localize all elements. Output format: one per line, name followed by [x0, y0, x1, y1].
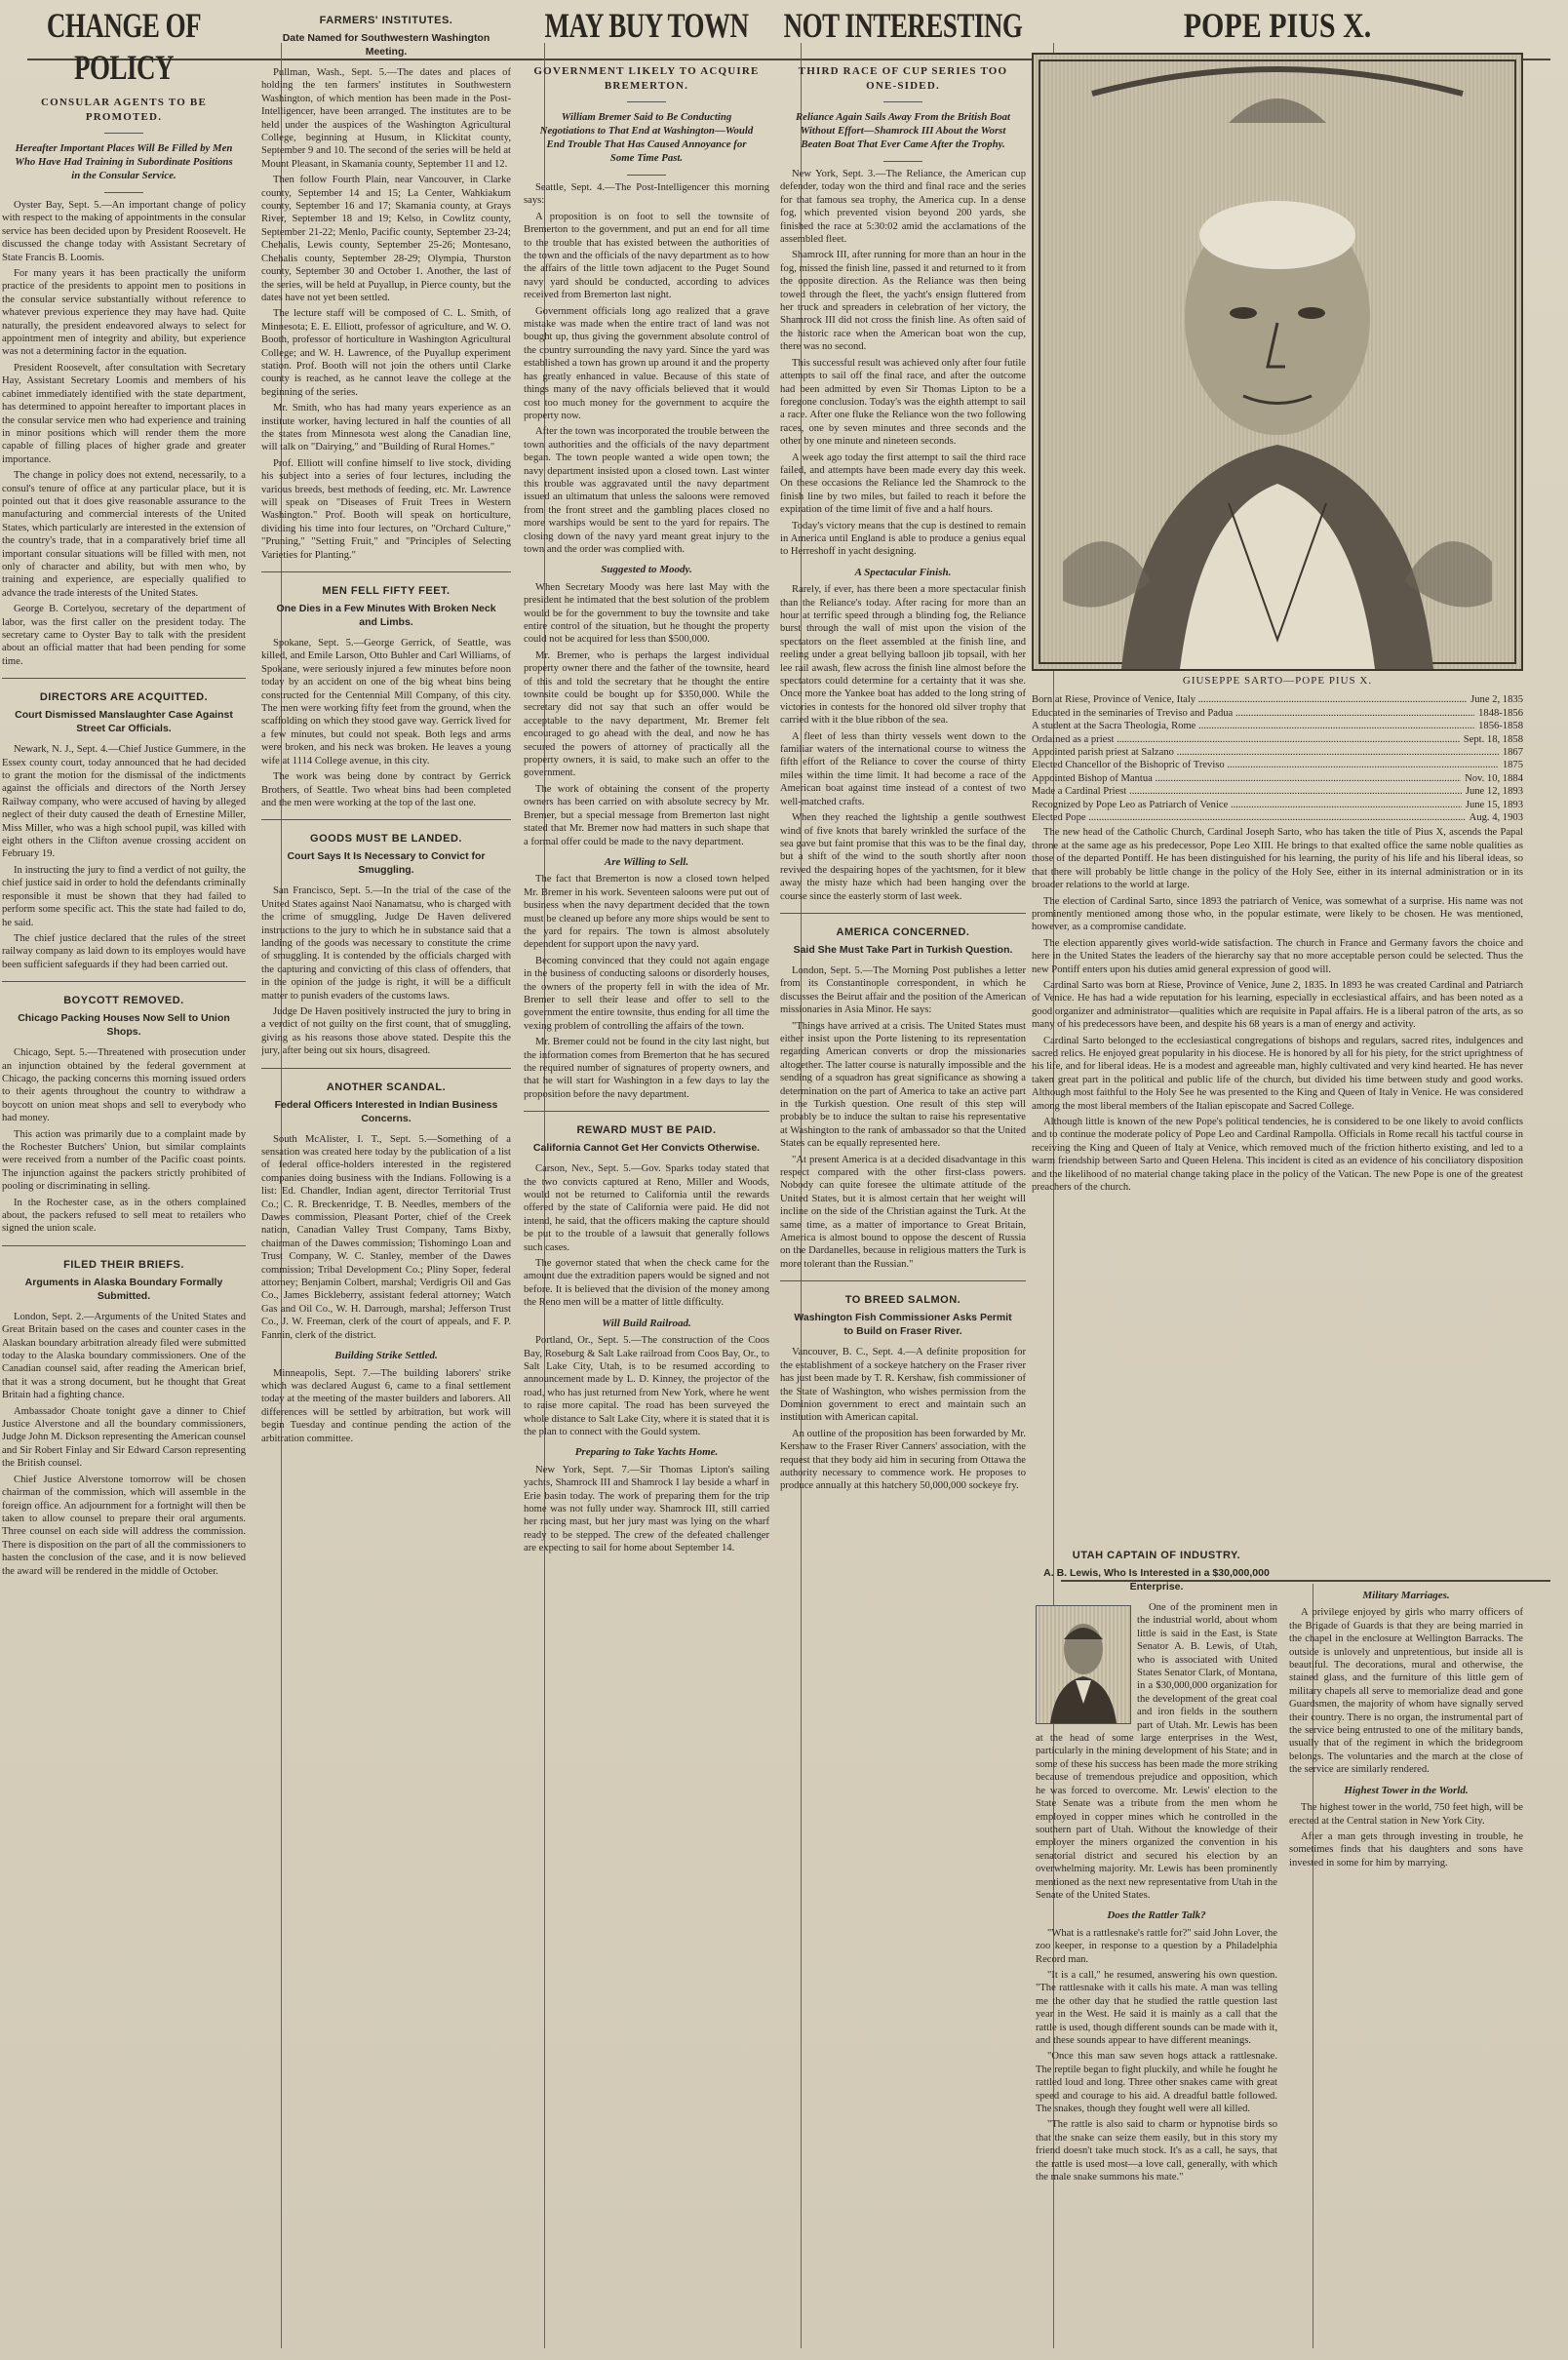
paragraph: Chief Justice Alverstone tomorrow will be chosen chairman of the commission, which will assemble in the foreign office. An adjournment for a fortnight will then be taken to allow counsel to prepare their oral arguments. Three counsel on each side will address the commission. There is disposition on the part of all the commissioners to hasten the conclusion of the case, and it is now believed the award will be rendered in the middle of October.: [2, 1474, 246, 1577]
column-3: [524, 0, 769, 2360]
section-subtitle: Building Strike Settled.: [334, 1350, 438, 1362]
section-subtitle: California Cannot Get Her Convicts Otherwise.: [532, 1142, 761, 1155]
paragraph: Spokane, Sept. 5.—George Gerrick, of Seattle, was killed, and Emile Larson, Otto Buhler and Carl Williams, of Spokane, were seriously injured a few minutes before noon today by an accident on one of the big wheat bins being constructed for the Centennial Mill Company, of this city. The men were working fifty feet from the ground, when the scaffolding on which they stood gave way. Gerrick lived for a few minutes, but could not speak. Both legs and arms were broken, and his neck was broken. He leaves a young wife at 1114 College avenue, in this city.: [261, 638, 511, 767]
section-title: REWARD MUST BE PAID.: [576, 1124, 717, 1137]
paragraph: Prof. Elliott will confine himself to live stock, dividing his subject into a series of four lectures, including the various breeds, best methods of feeding, etc. Mr. Lawrence will speak on "Diseases of Fruit Trees in Western Washington." Prof. Booth will speak on horticulture, dividing his time into four lectures, on "Orchard Culture," "Pruning," "Setting Fruit," and "Principles of Selecting Varieties for Planting.": [261, 457, 511, 561]
article-body: [261, 637, 511, 809]
paragraph: New York, Sept. 7.—Sir Thomas Lipton's sailing yachts, Shamrock III and Shamrock I lay beside a wharf in Erie basin today. The work of preparing them for the trip home was not fully under way. Shamrock III, still carried her racing mast, but her jury mast was lying on the wharf ready to be stepped. The crew of the defeated challenger are expecting to sail for home about September 14.: [524, 1464, 769, 1554]
paragraph: Portland, Or., Sept. 5.—The construction of the Coos Bay, Roseburg & Salt Lake railroad from Coos Bay, Or., to Salt Lake City, Utah, is to be resumed according to announcement made by L. D. Kinney, the projector of the road, who has just returned from New York, where he went to raise more capital. The road has been surveyed the whole distance to Salt Lake City, where it is stated that it is the plan to connect with the Gould system.: [524, 1335, 769, 1437]
paragraph: This action was primarily due to a complaint made by the Rochester Butchers' Union, but similar complaints were received from a number of the Pacific coast points. The injunction against the packers strictly prohibited of pooling or discriminating in selling.: [2, 1128, 246, 1193]
article-body: [780, 583, 1026, 903]
article-body: [524, 1162, 769, 1309]
section-subtitle: A. B. Lewis, Who Is Interested in a $30,000,000 Enterprise.: [1043, 1567, 1270, 1593]
chronology-table: [1032, 693, 1523, 824]
chronology-row: [1032, 811, 1523, 824]
paragraph: Seattle, Sept. 4.—The Post-Intelligencer this morning says:: [524, 182, 769, 207]
section-subtitle: One Dies in a Few Minutes With Broken Neck and Limbs.: [276, 603, 496, 629]
section-subtitle: Will Build Railroad.: [602, 1317, 691, 1329]
article-body: [524, 181, 769, 556]
subdeck-reliance: Reliance Again Sails Away From the British Boat Without Effort—Shamrock III About the Worst Beaten Boat That Ever Came After the Trophy.: [795, 111, 1011, 150]
section-title: FARMERS' INSTITUTES.: [319, 15, 453, 26]
paragraph: Cardinal Sarto belonged to the ecclesiastical congregations of bishops and regulars, sacred rites, indulgences and sacred relics. He enjoyed great popularity in his diocese. He is honored by all for his piety, for the strict uprightness of his life, and for liberal ideas. He is a modest and agreeable man, highly cultivated and very kind hearted. He has never taken great part in the political and public life of the church, but divided his time between study and good works. Although most faithful to the Holy See he was presented to the King and Queen of Italy in Venice. He was considered among the most liberal members of the Italian episcopate and Sacred College.: [1032, 1035, 1523, 1112]
paragraph: After the town was incorporated the trouble between the town authorities and the officials of the navy department began. The town people wanted a wide open town; the navy department insisted upon a closed town. Last winter this trouble was aggravated until the navy department issued an ultimatum that unless the saloons were removed from the front street and the gambling places closed no more warships would be sent to the yard for repairs. The closing down of the navy yard meant great injury to the town and the order was complied with.: [524, 426, 769, 555]
chronology-event: Appointed Bishop of Mantua .....: [1032, 772, 1461, 785]
chronology-row: [1032, 693, 1523, 706]
pope-portrait-illustration: [1034, 55, 1521, 669]
chronology-date: 1867: [1502, 747, 1523, 759]
paragraph: When Secretary Moody was here last May with the president he intimated that the best solution of the problem would be for the government to buy the townsite and take entire control of the situation, but he thought the property could not be acquired for less than $500,000.: [524, 581, 769, 646]
paragraph: A proposition is on foot to sell the townsite of Bremerton to the government, and put an end for all time to the trouble that has existed between the authorities of the town and the officials of the navy department as to how the affairs of the little town adjacent to the Puget Sound navy yard should be conducted, according to advices received from Bremerton last night.: [524, 211, 769, 301]
section-subtitle: A Spectacular Finish.: [854, 566, 952, 578]
chronology-row: [1032, 707, 1523, 720]
column-2: [261, 0, 511, 2360]
paragraph: Chicago, Sept. 5.—Threatened with prosecution under an injunction obtained by the federal government at Chicago, the packing concerns this morning issued orders to their agents throughout the country to withdraw a boycott on union meat shops and sell to everybody who had money.: [2, 1047, 246, 1124]
portrait-caption: GIUSEPPE SARTO—POPE PIUS X.: [1182, 675, 1373, 687]
paragraph: Ambassador Choate tonight gave a dinner to Chief Justice Alverstone and all the boundary commissioners, Judge John M. Dickson representing the American counsel and Sir Robert Finlay and Sir Edward Carson representing the British counsel.: [2, 1405, 246, 1470]
article-body: [524, 1334, 769, 1438]
lewis-portrait-illustration: [1037, 1606, 1130, 1723]
chronology-event: Born at Riese, Province of Venice, Italy .....: [1032, 693, 1467, 706]
paragraph: One of the prominent men in the industrial world, about whom little is said in the East, is State Senator A. B. Lewis, of Utah, who is associated with United States Senator Clark, of Montana, in a $30,000,000 organization for the development of the great coal and iron fields in the southern part of Utah. Mr. Lewis has been at the head of some large enterprises in the West, particularly in the mining development of his State; and in some of these his success has been made the more striking because of tremendous prejudice and opposition, which he was forced to overcome. Mr. Lewis' election to the State Senate was a tribute from the men whom he employed in copper mines which he controlled in the southern part of Utah. Without the knowledge of their employer the miners organized the convention in his senatorial district and secured his election by an overwhelming majority. Mr. Lewis has been prominently mentioned as the next new representative from Utah in the Senate of the United States.: [1036, 1602, 1277, 1901]
chronology-row: [1032, 759, 1523, 771]
paragraph: In the Rochester case, as in the others complained about, the packers refused to sell meat to retailers who signed the union scale.: [2, 1197, 246, 1235]
article-body: [524, 873, 769, 1101]
article-body: [261, 1367, 511, 1445]
paragraph: The election of Cardinal Sarto, since 1893 the patriarch of Venice, was somewhat of a surprise. His name was not prominently mentioned among those who, in the popular estimate, were likely to be chosen. He was mentioned, however, as a compromise candidate.: [1032, 895, 1523, 933]
chronology-event: Appointed parish priest at Salzano .....: [1032, 746, 1499, 759]
article-body: [261, 66, 511, 562]
section-subtitle: Does the Rattler Talk?: [1107, 1909, 1206, 1922]
paragraph: London, Sept. 5.—The Morning Post publishes a letter from its Constantinople correspondent, in which he discusses the Beirut affair and the position of the American missionaries in Asia Minor. He says:: [780, 964, 1026, 1016]
section-subtitle: Date Named for Southwestern Washington Meeting.: [282, 32, 490, 58]
headline-not-interesting: NOT INTERESTING: [783, 5, 1023, 45]
paragraph: After a man gets through investing in trouble, he sometimes finds that his daughters and sons have invested in some for him by marrying.: [1289, 1830, 1523, 1868]
headline-change-of-policy: CHANGE OF POLICY: [46, 5, 202, 88]
paragraph: A week ago today the first attempt to sail the third race failed, and attempts have been made every day this week. On these occasions the Reliance led the Shamrock to the finish line by two miles, but failed to reach it before the expiration of the time limit of five and a half hours.: [780, 452, 1026, 516]
chronology-date: Nov. 10, 1884: [1465, 772, 1523, 784]
article-body: [2, 1046, 246, 1236]
chronology-event: Recognized by Pope Leo as Patriarch of Venice .....: [1032, 799, 1462, 811]
paragraph: Carson, Nev., Sept. 5.—Gov. Sparks today stated that the two convicts captured at Reno, Miller and Woods, would not be returned to California until the rewards offered by the state of California were paid. He did not intend, he said, that the officers making the capture should be put to the trouble of a lawsuit that generally follows such cases.: [524, 1163, 769, 1253]
article-body: [2, 199, 246, 668]
chronology-date: June 15, 1893: [1465, 799, 1523, 810]
paragraph: Pullman, Wash., Sept. 5.—The dates and places of holding the ten farmers' institutes in Southwestern Washington, of which mention has been made in the Post-Intelligencer, have been arranged. The institutes are to be held under the auspices of the Washington Agricultural College, beginning at Husum, in Klickitat county, September 9 and 10. The second of the series will be held at Mount Pleasant, in Skamania county, September 11 and 12.: [261, 67, 511, 170]
section-subtitle: Highest Tower in the World.: [1344, 1784, 1469, 1796]
paragraph: In instructing the jury to find a verdict of not guilty, the chief justice said in order to hold the defendants criminally responsible it must be shown that they had failed to perform some specific act. This the state had failed to do, he said.: [2, 864, 246, 928]
paragraph: Shamrock III, after running for more than an hour in the fog, missed the finish line, passed it and returned to it from the opposite direction. As the Reliance was then being towed through the fleet, the yacht's ensign fluttered from her truck and spreaders in celebration of her victory, the Shamrock III did not cross the finish line. As often said of the historic race when the American boat won the cup, there was no second.: [780, 250, 1026, 353]
paragraph: The fact that Bremerton is now a closed town helped Mr. Bremer in his work. Seventeen saloons were put out of business when the navy department decided that the town must be cleaned up before any more ships would be sent to the yard for repairs. The town is almost absolutely dependent for support upon the navy yard.: [524, 874, 769, 951]
paragraph: The election apparently gives world-wide satisfaction. The church in France and Germany favors the choice and here in the United States the leaders of the hierarchy say that no more acceptable person could be selected. Thus the new Pontiff enters upon his duties amid general expression of good will.: [1032, 937, 1523, 975]
article-body: [261, 1133, 511, 1343]
subdeck-consular: Hereafter Important Places Will Be Filled by Men Who Have Had Training in Subordinate Positions in the Consular Service.: [15, 142, 233, 181]
article-body: [2, 1311, 246, 1578]
chronology-date: 1856-1858: [1478, 721, 1523, 732]
paragraph: Today's victory means that the cup is destined to remain in America until England is able to produce a genius equal to Herreshoff in yacht designing.: [780, 520, 1026, 558]
chronology-row: [1032, 746, 1523, 759]
section-subtitle: Military Marriages.: [1362, 1590, 1450, 1601]
paragraph: Minneapolis, Sept. 7.—The building laborers' strike which was declared August 6, came to a final settlement today at the meeting of the master builders and laborers. All differences will be settled by arbitration, but work will begin Tuesday and continue pending the action of the arbitration committee.: [261, 1367, 511, 1444]
paragraph: President Roosevelt, after consultation with Secretary Hay, Assistant Secretary Loomis and members of his cabinet immediately identified with the state department, has determined to appoint hereafter to important places in the consular service men who had experience and training in minor positions which will render them the more capable of filling places of higher grade and greater importance.: [2, 362, 246, 465]
paragraph: The work was being done by contract by Gerrick Brothers, of Seattle. Two wheat bins had been completed and the men were working at the top of the last one.: [261, 771, 511, 808]
paragraph: Becoming convinced that they could not again engage in the business of conducting saloons or disorderly houses, the owners of the property fell in with the idea of Mr. Bremer to sell their lease and offer to sell to the government the entire townsite, thus ending for all time the vexing problem of controlling the affairs of the town.: [524, 955, 769, 1032]
section-title: ANOTHER SCANDAL.: [326, 1081, 447, 1093]
chronology-date: Aug. 4, 1903: [1469, 812, 1523, 824]
paragraph: South McAlister, I. T., Sept. 5.—Something of a sensation was created here today by the publication of a list of federal office-holders interested in the registered companies doing business with the Indians. Following is a list: Ed. Chandler, Indian agent, director Territorial Trust Co.; C. R. Breckenridge, T. B. Needles, members of the Dawes commission, Pleasant Porter, chief of the Creek nation, Canadian Valley Trust Company, Tams Bixby, chairman of the Dawes commission; Tishomingo Loan and Trust Company, W. C. Stanley, member of the Dawes commission; Tribal Development Co.; Pliny Soper, federal attorney; Benjamin Colbert, marshal; Verdigris Oil and Gas Co., James Bickleberry, assistant federal attorney; Watch Gas and Oil Co., W. H. Darrough, marshal; Jefferson Trust Co., J. W. Freeman, clerk of the court of appeals, and F. P. Fannin, clerk of the district.: [261, 1133, 511, 1341]
section-subtitle: Preparing to Take Yachts Home.: [574, 1446, 719, 1459]
paragraph: The new head of the Catholic Church, Cardinal Joseph Sarto, who has taken the title of Pius X, ascends the Papal throne at the same age as his predecessor, Pope Leo XIII. He brings to that exalted office the same noble qualities as those of the departed Pontiff. He has been distinguished for his learning, the purity of his life and his liberal ideas, so that there will probably be little change in the policy of the Holy See, either in its internal administration or in its broader relations to the world at large.: [1032, 827, 1523, 891]
paragraph: Mr. Bremer could not be found in the city last night, but the information comes from Bremerton that he has secured the required number of signatures of property owners, and that he will start for Washington in a few days to lay the proposition before the navy department.: [524, 1037, 769, 1100]
chronology-row: [1032, 785, 1523, 798]
chronology-row: [1032, 733, 1523, 746]
chronology-event: Made a Cardinal Priest .....: [1032, 785, 1462, 798]
section-title: GOODS MUST BE LANDED.: [310, 833, 462, 846]
section-title: TO BREED SALMON.: [844, 1294, 961, 1307]
article-body: [780, 168, 1026, 559]
paragraph: "What is a rattlesnake's rattle for?" said John Lover, the zoo keeper, in response to a question by a Philadelphia Record man.: [1036, 1927, 1277, 1965]
article-body: [261, 885, 511, 1057]
paragraph: New York, Sept. 3.—The Reliance, the American cup defender, today won the third and final race and the series for that famous sea trophy, the America cup. In a dense fog, which prevented vision beyond 200 yards, she finished the race at 5:30:02 amid the acclamations of the assembled fleet.: [780, 169, 1026, 246]
paragraph: The governor stated that when the check came for the amount due the extradition papers would be signed and not before. It is believed that the division of the money among the Reno men will be a matter of little difficulty.: [524, 1258, 769, 1309]
section-subtitle: Chicago Packing Houses Now Sell to Union Shops.: [18, 1012, 230, 1039]
paragraph: The highest tower in the world, 750 feet high, will be erected at the Central station in New York City.: [1289, 1802, 1523, 1827]
paragraph: Judge De Haven positively instructed the jury to bring in a verdict of not guilty on the first count, that of smuggling, giving as his reasons those above stated. Despite this the jury, after being out six hours, disagreed.: [261, 1005, 511, 1057]
article-body: [1036, 1927, 1277, 2184]
paragraph: The chief justice declared that the rules of the street railway company as laid down to its employes would have been sufficient safeguards if they had been carried out.: [2, 932, 246, 970]
paragraph: San Francisco, Sept. 5.—In the trial of the case of the United States against Naoi Nanamatsu, who is charged with the crime of smuggling, Judge De Haven delivered instructions to the jury to which he in substance said that a landing of the goods was necessary to constitute the crime of smuggling. It is contended by the officials charged with the capturing and convicting of this class of offenders, that in the opinion of the judge is right, it will be a difficult matter to punish evaders of the customs laws.: [261, 885, 511, 1002]
paragraph: Mr. Bremer, who is perhaps the largest individual property owner there and the father of the townsite, heard of this and told the secretary that he thought the entire townsite could be bought up for $350,000. While the secretary did not say that such an offer would be acceptable to the navy department, Mr. Bremer felt encouraged to go ahead with the deal, and now he has secured the powers of attorney of practically all the property owners, it is said, to make such an offer to the government.: [524, 649, 769, 779]
section-title: BOYCOTT REMOVED.: [63, 995, 184, 1007]
column-4: [780, 0, 1026, 2360]
chronology-date: Sept. 18, 1858: [1463, 733, 1523, 745]
article-body: [524, 581, 769, 848]
chronology-event: A student at the Sacra Theologia, Rome .....: [1032, 720, 1474, 732]
paragraph: "Things have arrived at a crisis. The United States must either insist upon the Porte listening to its representation regarding American converts or drop the missionaries altogether. The latter course is naturally impossible and the sending of a squadron has great significance as showing a determination on the part of America to take an active part in the Turkish question. One result of this step will probably be to induce the sultan to raise his representative at Washington to the rank of ambassador so that the United States can be equally represented here.: [780, 1020, 1026, 1150]
subdeck-bremer: William Bremer Said to Be Conducting Negotiations to That End at Washington—Would End Trouble That Has Caused Annoyance for Some Time Past.: [539, 111, 754, 164]
deck-bremerton: GOVERNMENT LIKELY TO ACQUIRE BREMERTON.: [533, 65, 760, 92]
article-body: [1289, 1606, 1523, 1776]
section-subtitle: Federal Officers Interested in Indian Business Concerns.: [274, 1098, 498, 1124]
headline-pope-pius: POPE PIUS X.: [1183, 6, 1372, 46]
paragraph: The work of obtaining the consent of the property owners has been carried on with absolute secrecy by Mr. Bremer, but a special message from Bremerton last night stated that Mr. Bremer now had matters in such shape that a formal offer could be made to the navy department.: [524, 783, 769, 847]
paragraph: London, Sept. 2.—Arguments of the United States and Great Britain based on the cases and counter cases in the Alaskan boundary arbitration already filed were submitted today to the Alaska boundary commissioners. One of the Canadian counsel said, after reading the American brief, that it was a strong document, but he thought that Great Britain had a fighting chance.: [2, 1311, 246, 1401]
column-1: [2, 0, 246, 2360]
chronology-event: Elected Chancellor of the Bishopric of Treviso .....: [1032, 759, 1499, 771]
chronology-event: Educated in the seminaries of Treviso and Padua .....: [1032, 707, 1474, 720]
paragraph: Oyster Bay, Sept. 5.—An important change of policy with respect to the making of appointments in the consular service has been decided upon by President Roosevelt. He discussed the change today with Assistant Secretary of State Francis B. Loomis.: [2, 200, 246, 263]
chronology-date: June 2, 1835: [1470, 694, 1523, 706]
section-title: UTAH CAPTAIN OF INDUSTRY.: [1072, 1550, 1241, 1561]
section-title: AMERICA CONCERNED.: [836, 925, 970, 938]
section-title: DIRECTORS ARE ACQUITTED.: [39, 691, 209, 704]
pope-portrait: [1032, 53, 1523, 671]
paragraph: Although little is known of the new Pope's political tendencies, he is considered to be one likely to avoid conflicts and to continue the moderate policy of Pope Leo and Cardinal Rampolla. Officials in Rome recall his tactful course in receiving the King and Queen of Italy at Venice, which removed much of the friction hitherto existing, and led to a warm friendship between Sarto and Queen Helena. This incident is cited as an evidence of his conciliatory disposition and the likelihood of no material change taking place in the policy of the Vatican. The new Pope is one of the greatest preachers of the church.: [1032, 1117, 1523, 1194]
paragraph: Government officials long ago realized that a grave mistake was made when the entire tract of land was not bought up, thus giving the government absolute control of the country surrounding the navy yard. Since the yard was established a town has grown up around it and the property has greatly enhanced in value. Because of this state of things many of the navy officials believed that it would cost too much money for the government to acquire the property now.: [524, 305, 769, 421]
paragraph: The lecture staff will be composed of C. L. Smith, of Minnesota; E. E. Elliott, professor of agriculture, and W. O. Booth, professor of horticulture in Washington Agricultural College; and W. H. Lawrence, of the Puyallup experiment station. Prof. Booth will not join the others until Clarke county is reached, as he cannot leave the college at the beginning of the series.: [261, 308, 511, 398]
column-5-pope: [1032, 0, 1523, 1536]
section-subtitle: Court Says It Is Necessary to Convict for Smuggling.: [287, 850, 486, 877]
article-body: [780, 964, 1026, 1271]
section-title: FILED THEIR BRIEFS.: [63, 1258, 184, 1271]
chronology-event: Elected Pope .....: [1032, 811, 1466, 824]
section-subtitle: Are Willing to Sell.: [604, 855, 689, 868]
paragraph: Then follow Fourth Plain, near Vancouver, in Clarke county, September 14 and 15; La Center, Wahkiakum county, September 16 and 17; Skamania county, at Grays River, September 18 and 19; Kelso, in Cowlitz county, September 21-22; Menlo, Pacific county, September 23-24; Chehalis, Lewis county, September 25-26; Montesano, Chehalis county, September 28-29; Olympia, Thurston county, September 30 and October 1. Another, the last of the series, will be held at Puyallup, in Pierce county, but the dates have not yet been settled.: [261, 175, 511, 303]
column-6-utah: [1036, 1545, 1277, 2360]
lewis-portrait: [1036, 1605, 1131, 1724]
paragraph: Vancouver, B. C., Sept. 4.—A definite proposition for the establishment of a sockeye hatchery on the Fraser river has just been made by T. R. Kershaw, fish commissioner of the State of Washington, who wishes permission from the Dominion government to erect and maintain such an institution with American capital.: [780, 1347, 1026, 1424]
section-subtitle: Suggested to Moody.: [601, 564, 692, 576]
chronology-row: [1032, 720, 1523, 732]
paragraph: "Once this man saw seven hogs attack a rattlesnake. The reptile began to fight pluckily, and while he fought he rattled loud and long. Three other snakes came with great speed and courage to his aid. A dreadful battle followed. The snakes, though they fought well were all killed.: [1036, 2051, 1277, 2115]
deck-cup-series: THIRD RACE OF CUP SERIES TOO ONE-SIDED.: [798, 65, 1008, 92]
paragraph: The change in policy does not extend, necessarily, to a consul's tenure of office at any particular place, but it is pointed out that it does give reasonable assurance to the manufacturing and commercial interests of the United States, which particularly are interested in the extension of the country's trade, that in a comparatively brief time all important consular situations will be filled with men, not only of character and ability, but with men who, by training and experience, are especially qualified to advance the trade interests of the United States.: [2, 470, 246, 599]
section-subtitle: Washington Fish Commissioner Asks Permit to Build on Fraser River.: [794, 1312, 1012, 1338]
paragraph: This successful result was achieved only after four futile attempts to sail off the final race, and after the outcome had been admitted by even Sir Thomas Lipton to be a foregone conclusion. Today's was the eighth attempt to sail a race. After one fluke the Reliance won the two following races, one by seven minutes and three seconds and the other by one minute and nineteen seconds.: [780, 357, 1026, 448]
paragraph: George B. Cortelyou, secretary of the department of labor, was the first caller on the president today. The secretary came to Oyster Bay to talk with the president about an official matter that had been pending for some time.: [2, 604, 246, 667]
section-subtitle: Said She Must Take Part in Turkish Question.: [793, 943, 1013, 956]
headline-may-buy-town: MAY BUY TOWN: [544, 5, 749, 45]
paragraph: A privilege enjoyed by girls who marry officers of the Brigade of Guards is that they are being married in the chapel in the enclosure at Wellington Barracks. The outside is unlovely and unpretentious, but inside all is beautiful. The decorations, mural and otherwise, the stained glass, and the furniture of this little gem of military chapels all serve to memorialize dead and gone Guardsmen, the majority of whom have signally served their country. There is no organ, the instrumental part of the service being entrusted to one of the military bands, usually that of the regiment in which the bridegroom belongs. The voluntaries and the march at the close of the service are similarly rendered.: [1289, 1607, 1523, 1776]
chronology-date: June 12, 1893: [1465, 786, 1523, 798]
section-title: MEN FELL FIFTY FEET.: [322, 585, 451, 598]
article-body: [524, 1464, 769, 1555]
paragraph: "At present America is at a decided disadvantage in this respect compared with the other first-class powers. Nobody can quite foresee the ultimate attitude of the United States, but it is almost certain that her weight will incline on the side of the Christian against the Turk. At the same time, as a matter of importance to Great Britain, America is almost bound to oppose the descent of Russia on the Dardanelles, because in religious matters the Turk is more tolerant than the Russian.": [780, 1154, 1026, 1270]
paragraph: When they reached the lightship a gentle southwest wind of five knots that barely wrinkled the surface of the sea gave but faint promise that this was to be the final day, but a shift of the wind to the south shortly after noon revived the despairing hopes of the yachtsmen, for it blew away the misty haze which had been hanging over the course since the easterly storm of last week.: [780, 812, 1026, 902]
chronology-event: Ordained as a priest .....: [1032, 733, 1460, 746]
article-body: [2, 743, 246, 971]
article-body: [1289, 1801, 1523, 1869]
chronology-date: 1848-1856: [1478, 707, 1523, 719]
article-body: [1032, 826, 1523, 1194]
paragraph: Newark, N. J., Sept. 4.—Chief Justice Gummere, in the Essex county court, today announced that he had decided to grant the motion for the dismissal of the indictments against the officials and directors of the North Jersey Railway company, who were accused of having by alleged neglect of their duty caused the death of Ernestine Miller, Miss Miller, who was a high school pupil, was killed with eight others in the Clifton avenue crossing accident on February 19.: [2, 744, 246, 860]
paragraph: For many years it has been practically the uniform practice of the presidents to appoint men to positions in the consular service substantially without reference to whatever previous experience they may have had. Quite naturally, the president endeavored always to select for appointment men of integrity and ability, but experience was not a determining factor in the equation.: [2, 268, 246, 358]
section-subtitle: Court Dismissed Manslaughter Case Against Street Car Officials.: [15, 709, 233, 735]
paragraph: A fleet of less than thirty vessels went down to the familiar waters of the international course to witness the fifth effort of the Reliance to cover the course of thirty miles within the time limit. It had become a race of the American boat against time instead of a contest of two well-matched crafts.: [780, 730, 1026, 807]
column-7-misc: [1289, 1590, 1523, 2360]
deck-consular-agents: CONSULAR AGENTS TO BE PROMOTED.: [41, 97, 207, 123]
chronology-row: [1032, 799, 1523, 811]
paragraph: Rarely, if ever, has there been a more spectacular finish than the Reliance's today. After racing for more than an hour at terrific speed through a blinding fog, the Reliance burst through the wall of mist upon the vision of the spectators on the fleet assembled at the finish line, and reeling under a great bellying balloon jib topsail, with her lee rail awash, flew across the finish line almost before the spectators could determine for a certainty that it was she. Once more the Yankee boat has added to the long string of victories in contests for the honored old silver trophy that carried with it the blue ribbon of the sea.: [780, 584, 1026, 727]
paragraph: Cardinal Sarto was born at Riese, Province of Venice, June 2, 1835. In 1893 he was created Cardinal and Patriarch of Venice. He has had a wide reputation for his learning, especially in ecclesiastical affairs, and has been noted as a good organizer and administrator—qualities which are requisite in Papal affairs. He is a liberal patron of the arts, as so many of his predecessors have been, and despite his 68 years is a man of energy and activity.: [1032, 979, 1523, 1031]
paragraph: "It is a call," he resumed, answering his own question. "The rattlesnake with it calls his mate. A man was telling me the other day that he studied the rattle question last year in the West. He said it is mainly as a call that the rattle is used, though different sounds can be made with it, and these sounds appear to have different meanings.: [1036, 1969, 1277, 2046]
paragraph: An outline of the proposition has been forwarded by Mr. Kershaw to the Fraser River Canners' association, with the request that they body aid him in securing from Ottawa the authority necessary to commence work. He proposes to produce annually at this hatchery 50,000,000 sockeye fry.: [780, 1428, 1026, 1492]
chronology-date: 1875: [1502, 760, 1523, 771]
chronology-row: [1032, 772, 1523, 785]
paragraph: Mr. Smith, who has had many years experience as an institute worker, having lectured in half the counties of all the states from Minnesota west along the Canadian line, will talk on "Dairying," and "Building of Rural Homes.": [261, 403, 511, 453]
section-subtitle: Arguments in Alaska Boundary Formally Submitted.: [24, 1276, 223, 1302]
paragraph: "The rattle is also said to charm or hypnotise birds so that the snake can seize them easily, but in this story my friend doesn't take much stock. It's as a call, he says, that the rattle is used most—a love call, generally, with which the male snake summons his mate.": [1036, 2119, 1277, 2183]
article-body: [780, 1346, 1026, 1492]
